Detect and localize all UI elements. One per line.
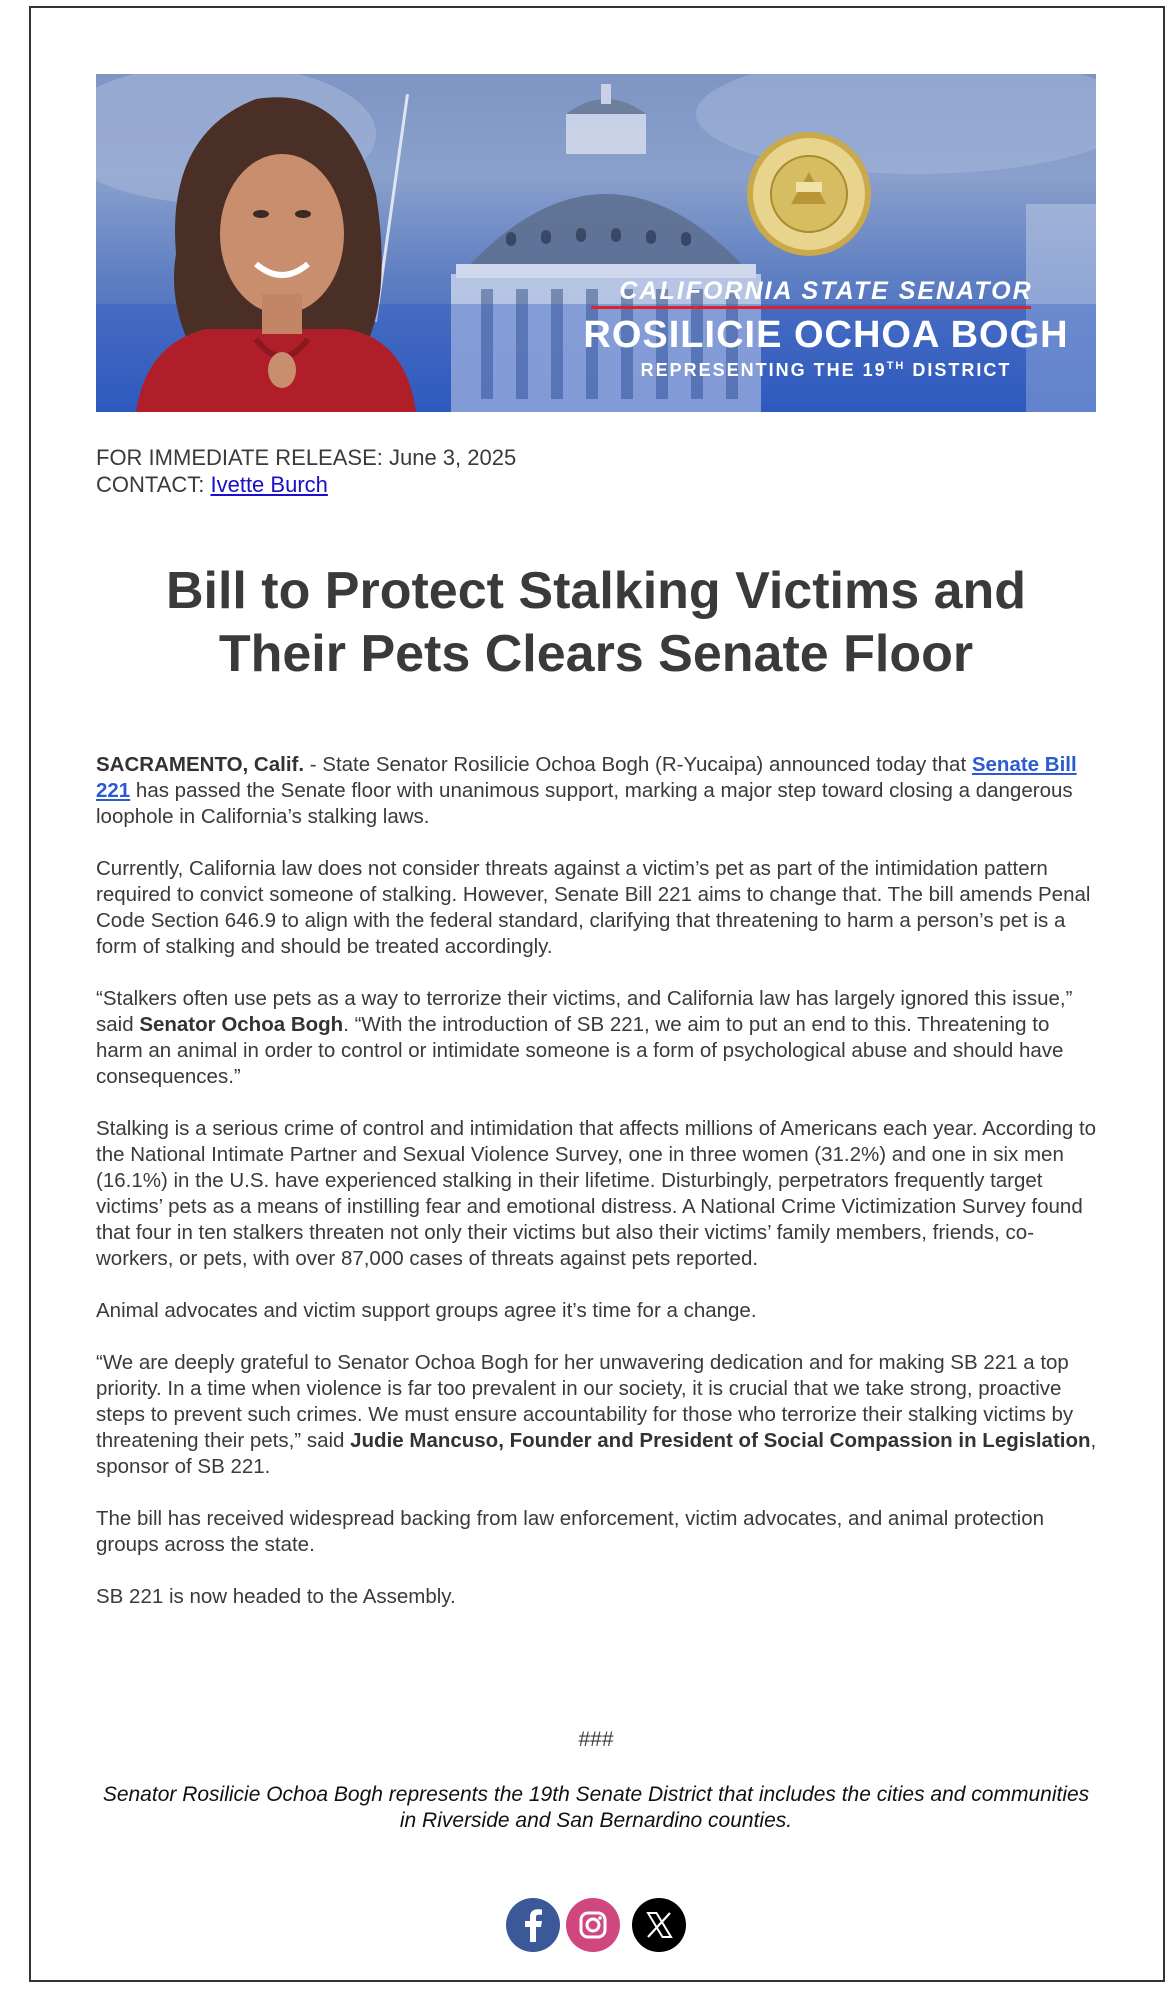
paragraph-3-text-a: “Stalkers often use pets as a way to terrorize their victims, and California law has largely ignored this issue,” said [96,987,1073,1036]
paragraph-6-text-b: , sponsor of SB 221. [96,1429,1097,1478]
paragraph-1 [96,752,1101,830]
headline-line-1: Bill to Protect Stalking Victims and [165,562,1027,620]
paragraph-5: Animal advocates and victim support groups agree it’s time for a change. [96,1299,757,1322]
page-title [96,560,1096,686]
paragraph-6 [96,1350,1101,1480]
paragraph-3-text-b: . “With the introduction of SB 221, we aim to put an end to this. Threatening to harm an animal in order to control or intimidate someone is a form of psychological abuse and should have consequences.” [96,1013,1064,1088]
instagram-icon[interactable] [566,1898,620,1952]
article-body [96,752,1101,1636]
paragraph-8: SB 221 is now headed to the Assembly. [96,1585,456,1608]
banner-title-role: CALIFORNIA STATE SENATOR [619,277,1033,305]
banner-title-district: REPRESENTING THE 19TH DISTRICT [640,360,1012,380]
paragraph-6-text-a: “We are deeply grateful to Senator Ochoa Bogh for her unwavering dedication and for making SB 221 a top priority. In a time when violence is far too prevalent in our society, it is crucial that we take strong, proactive steps to prevent such crimes. We must ensure accountability for those who terrorize their stalking victims by threatening their pets,” said [96,1351,1074,1452]
facebook-icon[interactable] [506,1898,560,1952]
banner-title-name: ROSILICIE OCHOA BOGH [583,314,1069,356]
contact-link[interactable]: Ivette Burch [210,472,328,497]
paragraph-7: The bill has received widespread backing from law enforcement, victim advocates, and animal protection groups across the state. [96,1507,1045,1556]
end-marker: ### [578,1728,614,1751]
release-meta [96,444,516,498]
senator-name: Senator Ochoa Bogh [139,1013,344,1036]
paragraph-1-text-a: - State Senator Rosilicie Ochoa Bogh (R-Yucaipa) announced today that [304,753,972,776]
release-date: FOR IMMEDIATE RELEASE: June 3, 2025 [96,445,517,470]
contact-label: CONTACT: [96,472,211,497]
header-banner [96,74,1096,412]
paragraph-2: Currently, California law does not consider threats against a victim’s pet as part of the intimidation pattern required to convict someone of stalking. However, Senate Bill 221 aims to change that. The bill amends Penal Code Section 646.9 to align with the federal standard, clarifying that threatening to harm a person’s pet is a form of stalking and should be treated accordingly. [96,857,1091,958]
x-icon[interactable] [632,1898,686,1952]
paragraph-4: Stalking is a serious crime of control and intimidation that affects millions of Americans each year. According to the National Intimate Partner and Sexual Violence Survey, one in three women (31.2%) and one in six men (16.1%) in the U.S. have experienced stalking in their lifetime. Disturbingly, perpetrators frequently target victims’ pets as a means of instilling fear and emotional distress. A National Crime Victimization Survey found that four in ten stalkers threaten not only their victims but also their victims’ family members, friends, co-workers, or pets, with over 87,000 cases of threats against pets reported. [96,1117,1097,1270]
senate-bill-link[interactable]: Senate Bill 221 [96,753,1077,802]
contact-line [96,471,516,498]
dateline: SACRAMENTO, Calif. [96,753,305,776]
paragraph-1-text-b: has passed the Senate floor with unanimous support, marking a major step toward closing a dangerous loophole in California’s stalking laws. [96,779,1073,828]
senate-seal-icon [747,132,871,256]
banner-divider [591,306,1031,309]
sponsor-name: Judie Mancuso, Founder and President of Social Compassion in Legislation [350,1429,1091,1452]
closing-statement: Senator Rosilicie Ochoa Bogh represents the 19th Senate District that includes the cities and communities in Riverside and San Bernardino counties. [102,1783,1090,1832]
headline-line-2: Their Pets Clears Senate Floor [218,625,974,683]
paragraph-3 [96,986,1101,1090]
